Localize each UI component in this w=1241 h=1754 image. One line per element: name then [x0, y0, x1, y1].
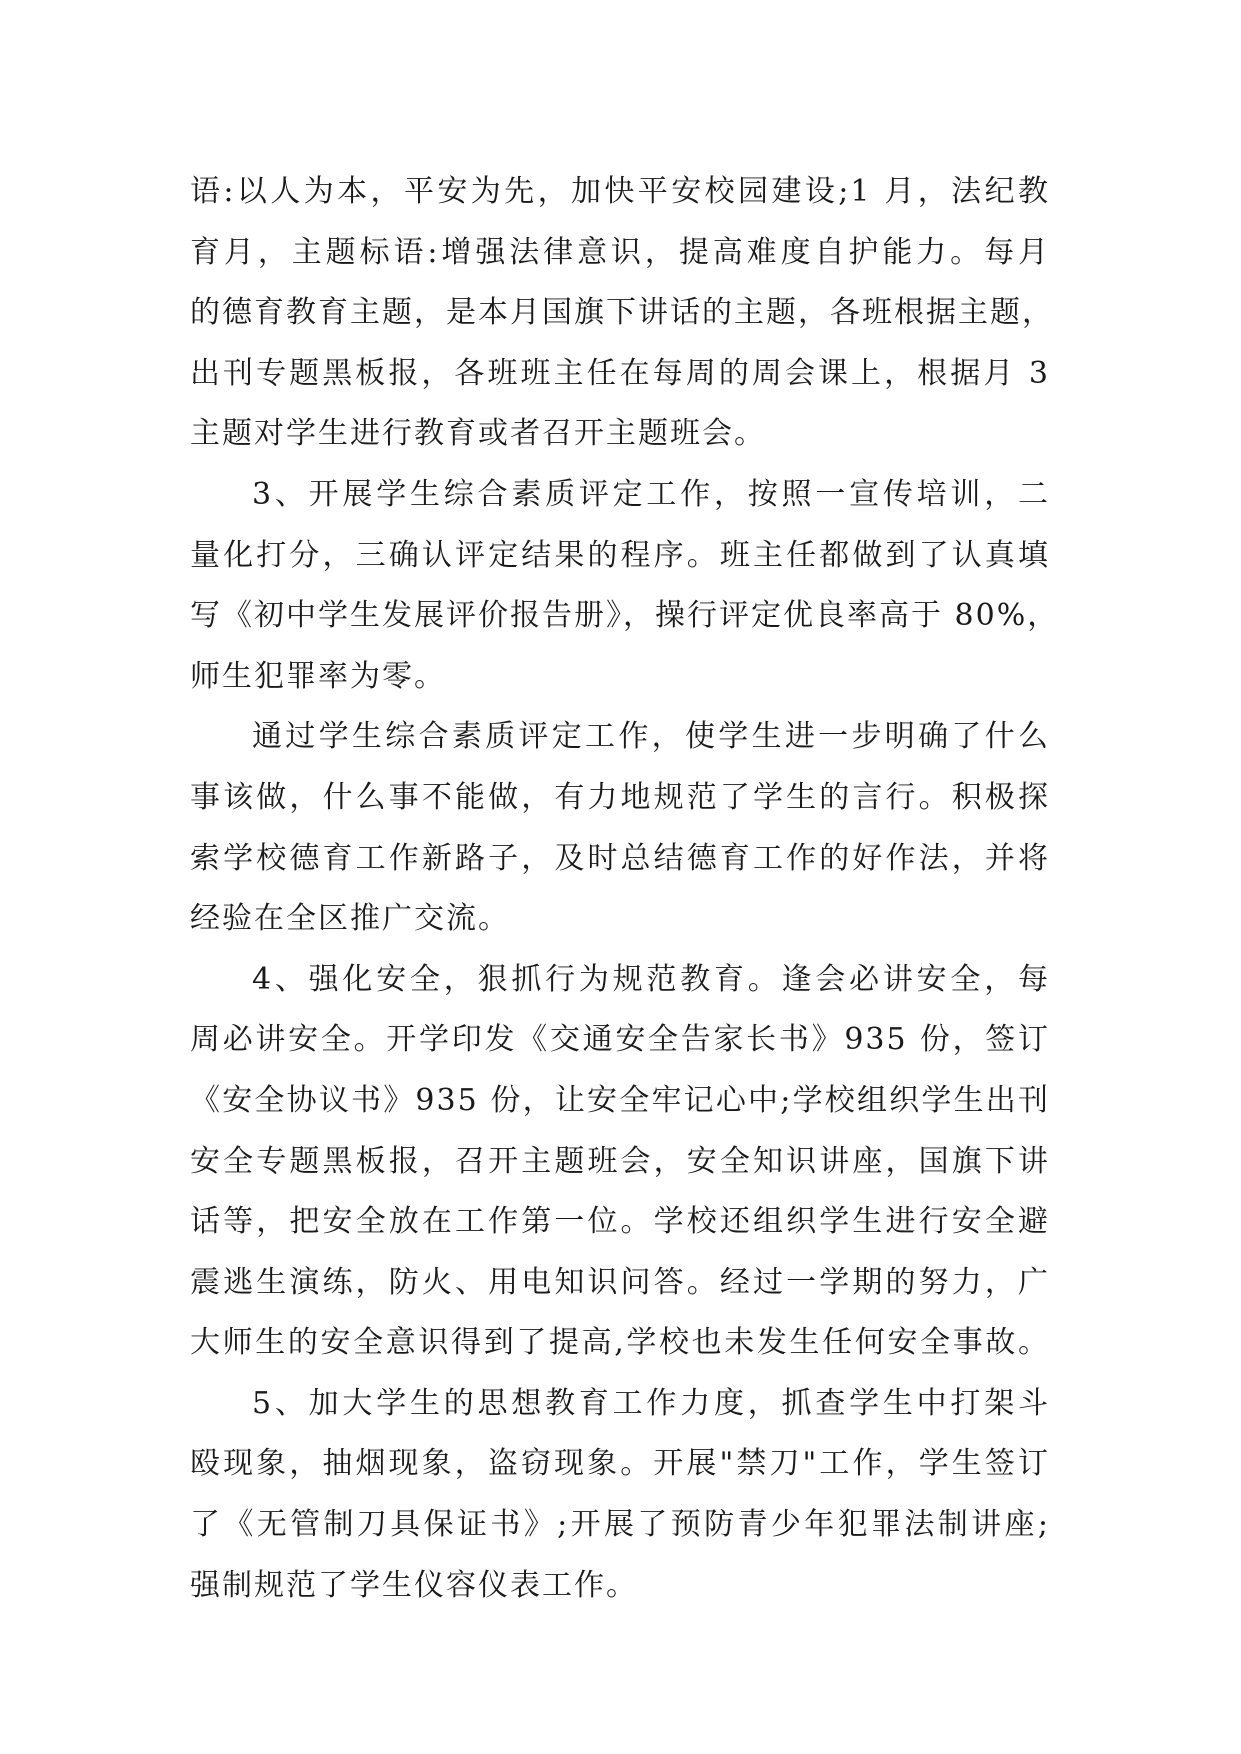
text-line: 殴现象，抽烟现象，盗窃现象。开展"禁刀"工作，学生签订 — [190, 1446, 1050, 1482]
text-line: 经验在全区推广交流。 — [190, 901, 510, 937]
text-line: 索学校德育工作新路子，及时总结德育工作的好作法，并将 — [190, 840, 1050, 876]
text-line: 5、加大学生的思想教育工作力度，抓查学生中打架斗 — [252, 1385, 1050, 1421]
text-line: 3、开展学生综合素质评定工作，按照一宣传培训，二 — [252, 476, 1050, 512]
text-line: 了《无管制刀具保证书》;开展了预防青少年犯罪法制讲座; — [190, 1507, 1050, 1543]
text-line: 话等，把安全放在工作第一位。学校还组织学生进行安全避 — [190, 1204, 1050, 1240]
text-line: 通过学生综合素质评定工作，使学生进一步明确了什么 — [252, 719, 1050, 755]
text-line: 周必讲安全。开学印发《交通安全告家长书》935 份，签订 — [190, 1022, 1050, 1058]
text-line: 大师生的安全意识得到了提高,学校也未发生任何安全事故。 — [190, 1325, 1050, 1361]
text-line: 强制规范了学生仪容仪表工作。 — [190, 1567, 638, 1603]
text-line: 4、强化安全，狠抓行为规范教育。逢会必讲安全，每 — [252, 961, 1050, 997]
text-line: 育月，主题标语:增强法律意识，提高难度自护能力。每月 — [190, 234, 1050, 270]
text-line: 写《初中学生发展评价报告册》，操行评定优良率高于 80%， — [190, 598, 1060, 634]
text-line: 语:以人为本，平安为先，加快平安校园建设;1 月，法纪教 — [190, 174, 1050, 209]
text-line: 量化打分，三确认评定结果的程序。班主任都做到了认真填 — [190, 537, 1050, 573]
text-line: 震逃生演练，防火、用电知识问答。经过一学期的努力，广 — [190, 1264, 1050, 1300]
text-line: 安全专题黑板报，召开主题班会，安全知识讲座，国旗下讲 — [190, 1143, 1050, 1179]
text-line: 师生犯罪率为零。 — [190, 658, 446, 694]
document-body — [190, 162, 1060, 1616]
text-line: 《安全协议书》935 份，让安全牢记心中;学校组织学生出刊 — [190, 1082, 1050, 1118]
text-line: 事该做，什么事不能做，有力地规范了学生的言行。积极探 — [190, 779, 1050, 815]
text-line: 主题对学生进行教育或者召开主题班会。 — [190, 416, 766, 452]
text-line: 的德育教育主题，是本月国旗下讲话的主题，各班根据主题， — [190, 295, 1054, 331]
text-line: 出刊专题黑板报，各班班主任在每周的周会课上，根据月 3 — [190, 355, 1050, 391]
